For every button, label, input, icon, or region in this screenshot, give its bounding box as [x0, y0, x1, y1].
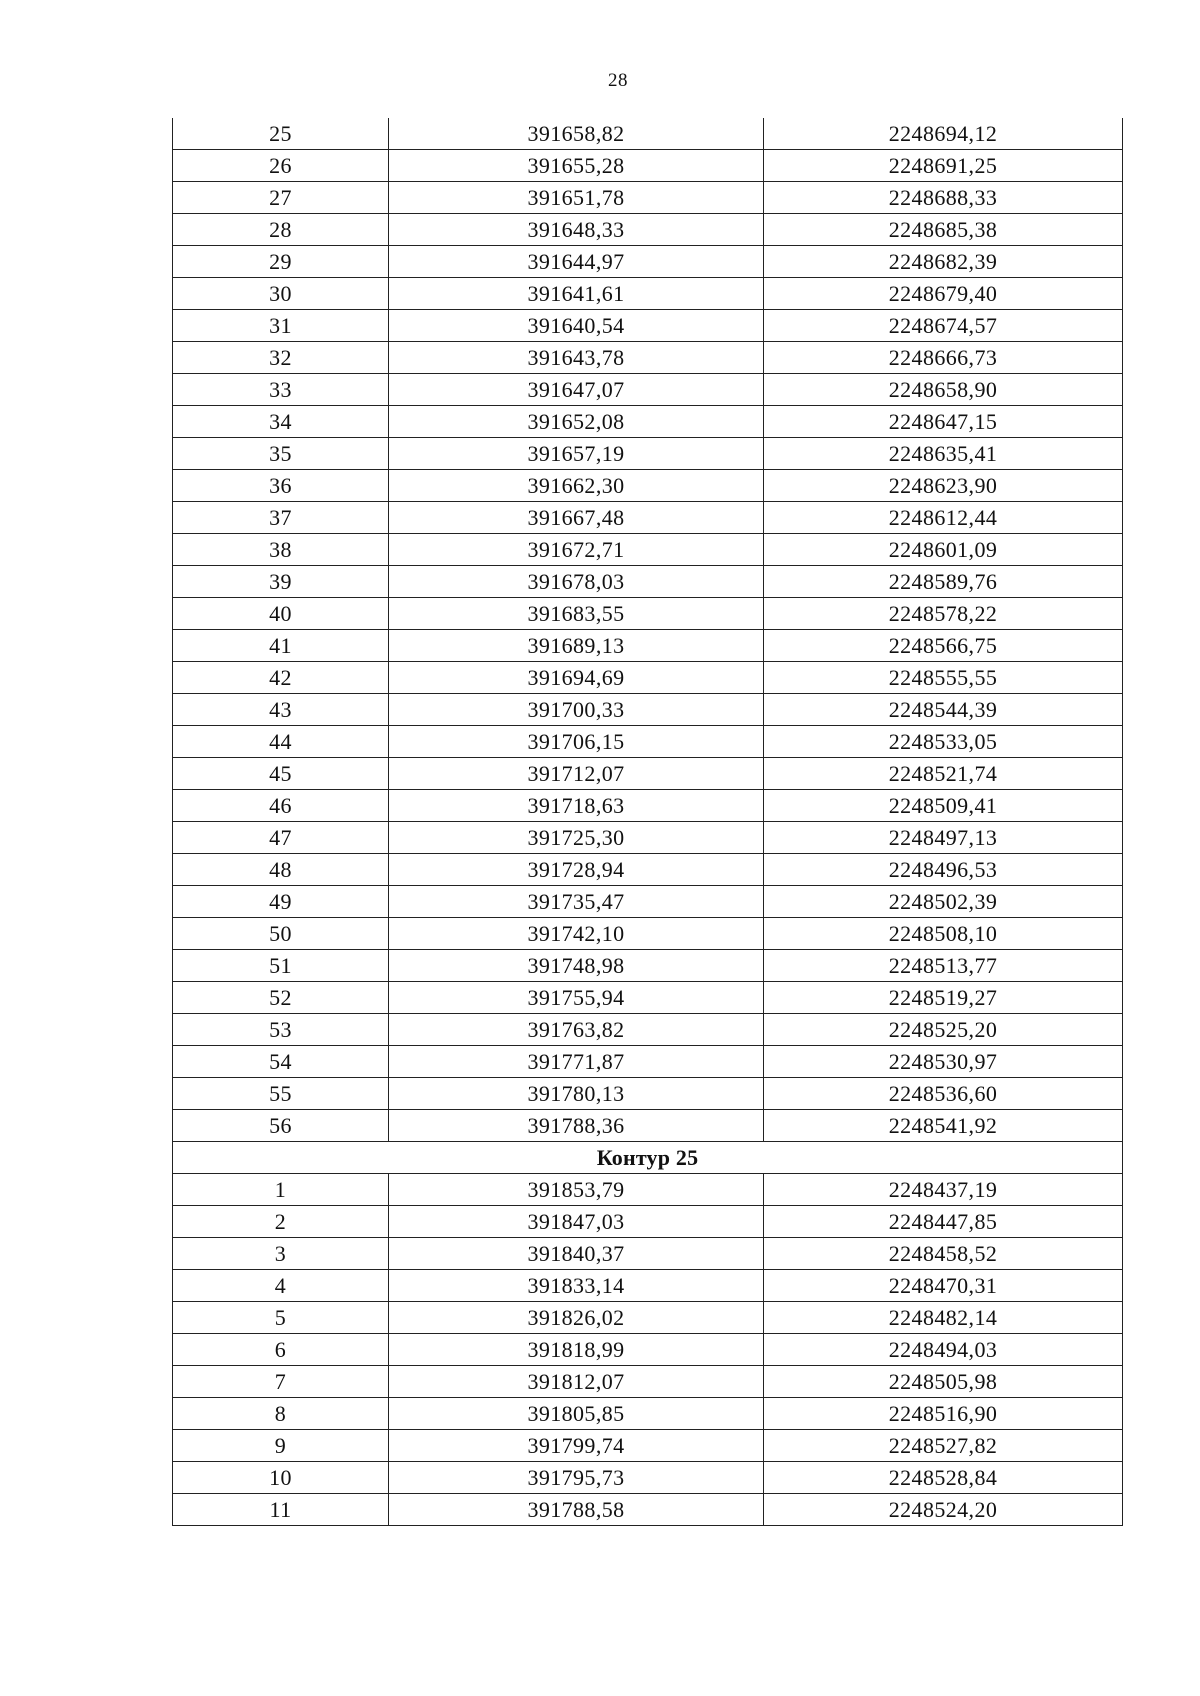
- point-number-cell: 40: [173, 598, 389, 630]
- x-coordinate-cell: 391788,58: [389, 1494, 764, 1526]
- x-coordinate-cell: 391655,28: [389, 150, 764, 182]
- table-row: [173, 1206, 1123, 1238]
- point-number-cell: 10: [173, 1462, 389, 1494]
- table-row: [173, 534, 1123, 566]
- table-row: [173, 1046, 1123, 1078]
- section-title: Контур 25: [173, 1142, 1123, 1174]
- x-coordinate-cell: 391853,79: [389, 1174, 764, 1206]
- y-coordinate-cell: 2248612,44: [764, 502, 1123, 534]
- y-coordinate-cell: 2248544,39: [764, 694, 1123, 726]
- y-coordinate-cell: 2248497,13: [764, 822, 1123, 854]
- table-row: [173, 246, 1123, 278]
- point-number-cell: 34: [173, 406, 389, 438]
- x-coordinate-cell: 391812,07: [389, 1366, 764, 1398]
- y-coordinate-cell: 2248688,33: [764, 182, 1123, 214]
- y-coordinate-cell: 2248521,74: [764, 758, 1123, 790]
- y-coordinate-cell: 2248601,09: [764, 534, 1123, 566]
- table-row: [173, 1078, 1123, 1110]
- x-coordinate-cell: 391700,33: [389, 694, 764, 726]
- table-row: [173, 758, 1123, 790]
- table-row: [173, 598, 1123, 630]
- x-coordinate-cell: 391712,07: [389, 758, 764, 790]
- x-coordinate-cell: 391678,03: [389, 566, 764, 598]
- x-coordinate-cell: 391735,47: [389, 886, 764, 918]
- y-coordinate-cell: 2248447,85: [764, 1206, 1123, 1238]
- y-coordinate-cell: 2248666,73: [764, 342, 1123, 374]
- table-row: [173, 182, 1123, 214]
- table-row: [173, 1174, 1123, 1206]
- x-coordinate-cell: 391833,14: [389, 1270, 764, 1302]
- table-row: [173, 310, 1123, 342]
- point-number-cell: 11: [173, 1494, 389, 1526]
- point-number-cell: 56: [173, 1110, 389, 1142]
- point-number-cell: 32: [173, 342, 389, 374]
- x-coordinate-cell: 391718,63: [389, 790, 764, 822]
- y-coordinate-cell: 2248682,39: [764, 246, 1123, 278]
- point-number-cell: 1: [173, 1174, 389, 1206]
- table-row: [173, 374, 1123, 406]
- y-coordinate-cell: 2248578,22: [764, 598, 1123, 630]
- point-number-cell: 53: [173, 1014, 389, 1046]
- x-coordinate-cell: 391799,74: [389, 1430, 764, 1462]
- point-number-cell: 25: [173, 118, 389, 150]
- table-row: [173, 1238, 1123, 1270]
- section-header-row: [173, 1142, 1123, 1174]
- x-coordinate-cell: 391728,94: [389, 854, 764, 886]
- table-row: [173, 630, 1123, 662]
- point-number-cell: 8: [173, 1398, 389, 1430]
- table-row: [173, 918, 1123, 950]
- table-row: [173, 1334, 1123, 1366]
- point-number-cell: 39: [173, 566, 389, 598]
- table-row: [173, 1014, 1123, 1046]
- point-number-cell: 4: [173, 1270, 389, 1302]
- point-number-cell: 36: [173, 470, 389, 502]
- x-coordinate-cell: 391657,19: [389, 438, 764, 470]
- point-number-cell: 38: [173, 534, 389, 566]
- point-number-cell: 30: [173, 278, 389, 310]
- x-coordinate-cell: 391818,99: [389, 1334, 764, 1366]
- point-number-cell: 6: [173, 1334, 389, 1366]
- y-coordinate-cell: 2248458,52: [764, 1238, 1123, 1270]
- y-coordinate-cell: 2248496,53: [764, 854, 1123, 886]
- y-coordinate-cell: 2248519,27: [764, 982, 1123, 1014]
- y-coordinate-cell: 2248502,39: [764, 886, 1123, 918]
- point-number-cell: 50: [173, 918, 389, 950]
- y-coordinate-cell: 2248589,76: [764, 566, 1123, 598]
- table-row: [173, 790, 1123, 822]
- y-coordinate-cell: 2248566,75: [764, 630, 1123, 662]
- coordinates-table: [172, 118, 1123, 1526]
- x-coordinate-cell: 391763,82: [389, 1014, 764, 1046]
- y-coordinate-cell: 2248691,25: [764, 150, 1123, 182]
- y-coordinate-cell: 2248528,84: [764, 1462, 1123, 1494]
- y-coordinate-cell: 2248658,90: [764, 374, 1123, 406]
- table-row: [173, 822, 1123, 854]
- point-number-cell: 52: [173, 982, 389, 1014]
- x-coordinate-cell: 391643,78: [389, 342, 764, 374]
- y-coordinate-cell: 2248536,60: [764, 1078, 1123, 1110]
- x-coordinate-cell: 391826,02: [389, 1302, 764, 1334]
- x-coordinate-cell: 391742,10: [389, 918, 764, 950]
- table-row: [173, 1494, 1123, 1526]
- y-coordinate-cell: 2248533,05: [764, 726, 1123, 758]
- x-coordinate-cell: 391651,78: [389, 182, 764, 214]
- y-coordinate-cell: 2248685,38: [764, 214, 1123, 246]
- x-coordinate-cell: 391725,30: [389, 822, 764, 854]
- x-coordinate-cell: 391652,08: [389, 406, 764, 438]
- point-number-cell: 26: [173, 150, 389, 182]
- table-row: [173, 566, 1123, 598]
- y-coordinate-cell: 2248541,92: [764, 1110, 1123, 1142]
- x-coordinate-cell: 391748,98: [389, 950, 764, 982]
- y-coordinate-cell: 2248525,20: [764, 1014, 1123, 1046]
- table-row: [173, 118, 1123, 150]
- table-row: [173, 1366, 1123, 1398]
- y-coordinate-cell: 2248513,77: [764, 950, 1123, 982]
- point-number-cell: 47: [173, 822, 389, 854]
- table-row: [173, 1462, 1123, 1494]
- x-coordinate-cell: 391644,97: [389, 246, 764, 278]
- point-number-cell: 28: [173, 214, 389, 246]
- point-number-cell: 2: [173, 1206, 389, 1238]
- x-coordinate-cell: 391667,48: [389, 502, 764, 534]
- point-number-cell: 44: [173, 726, 389, 758]
- x-coordinate-cell: 391658,82: [389, 118, 764, 150]
- point-number-cell: 29: [173, 246, 389, 278]
- y-coordinate-cell: 2248524,20: [764, 1494, 1123, 1526]
- y-coordinate-cell: 2248527,82: [764, 1430, 1123, 1462]
- x-coordinate-cell: 391706,15: [389, 726, 764, 758]
- y-coordinate-cell: 2248509,41: [764, 790, 1123, 822]
- y-coordinate-cell: 2248437,19: [764, 1174, 1123, 1206]
- x-coordinate-cell: 391771,87: [389, 1046, 764, 1078]
- x-coordinate-cell: 391795,73: [389, 1462, 764, 1494]
- point-number-cell: 42: [173, 662, 389, 694]
- table-row: [173, 854, 1123, 886]
- y-coordinate-cell: 2248516,90: [764, 1398, 1123, 1430]
- y-coordinate-cell: 2248635,41: [764, 438, 1123, 470]
- point-number-cell: 45: [173, 758, 389, 790]
- point-number-cell: 3: [173, 1238, 389, 1270]
- table-row: [173, 278, 1123, 310]
- x-coordinate-cell: 391647,07: [389, 374, 764, 406]
- point-number-cell: 51: [173, 950, 389, 982]
- point-number-cell: 46: [173, 790, 389, 822]
- table-row: [173, 470, 1123, 502]
- table-row: [173, 982, 1123, 1014]
- y-coordinate-cell: 2248494,03: [764, 1334, 1123, 1366]
- x-coordinate-cell: 391672,71: [389, 534, 764, 566]
- table-row: [173, 726, 1123, 758]
- y-coordinate-cell: 2248470,31: [764, 1270, 1123, 1302]
- table-row: [173, 1302, 1123, 1334]
- table-row: [173, 438, 1123, 470]
- point-number-cell: 37: [173, 502, 389, 534]
- y-coordinate-cell: 2248530,97: [764, 1046, 1123, 1078]
- x-coordinate-cell: 391640,54: [389, 310, 764, 342]
- y-coordinate-cell: 2248555,55: [764, 662, 1123, 694]
- point-number-cell: 48: [173, 854, 389, 886]
- x-coordinate-cell: 391847,03: [389, 1206, 764, 1238]
- point-number-cell: 7: [173, 1366, 389, 1398]
- table-row: [173, 214, 1123, 246]
- y-coordinate-cell: 2248674,57: [764, 310, 1123, 342]
- point-number-cell: 41: [173, 630, 389, 662]
- y-coordinate-cell: 2248647,15: [764, 406, 1123, 438]
- x-coordinate-cell: 391840,37: [389, 1238, 764, 1270]
- y-coordinate-cell: 2248505,98: [764, 1366, 1123, 1398]
- table-row: [173, 1398, 1123, 1430]
- point-number-cell: 35: [173, 438, 389, 470]
- table-row: [173, 694, 1123, 726]
- point-number-cell: 33: [173, 374, 389, 406]
- x-coordinate-cell: 391755,94: [389, 982, 764, 1014]
- point-number-cell: 9: [173, 1430, 389, 1462]
- x-coordinate-cell: 391641,61: [389, 278, 764, 310]
- point-number-cell: 55: [173, 1078, 389, 1110]
- x-coordinate-cell: 391689,13: [389, 630, 764, 662]
- x-coordinate-cell: 391662,30: [389, 470, 764, 502]
- table-row: [173, 150, 1123, 182]
- point-number-cell: 43: [173, 694, 389, 726]
- table-row: [173, 342, 1123, 374]
- point-number-cell: 27: [173, 182, 389, 214]
- y-coordinate-cell: 2248679,40: [764, 278, 1123, 310]
- x-coordinate-cell: 391788,36: [389, 1110, 764, 1142]
- table-row: [173, 1270, 1123, 1302]
- table-row: [173, 886, 1123, 918]
- table-row: [173, 662, 1123, 694]
- y-coordinate-cell: 2248694,12: [764, 118, 1123, 150]
- x-coordinate-cell: 391683,55: [389, 598, 764, 630]
- table-row: [173, 1110, 1123, 1142]
- table-row: [173, 1430, 1123, 1462]
- x-coordinate-cell: 391805,85: [389, 1398, 764, 1430]
- page-number: 28: [608, 70, 628, 91]
- y-coordinate-cell: 2248508,10: [764, 918, 1123, 950]
- point-number-cell: 5: [173, 1302, 389, 1334]
- x-coordinate-cell: 391694,69: [389, 662, 764, 694]
- y-coordinate-cell: 2248623,90: [764, 470, 1123, 502]
- table-row: [173, 406, 1123, 438]
- point-number-cell: 54: [173, 1046, 389, 1078]
- x-coordinate-cell: 391780,13: [389, 1078, 764, 1110]
- coordinates-table-body: [173, 118, 1123, 1526]
- point-number-cell: 31: [173, 310, 389, 342]
- table-row: [173, 950, 1123, 982]
- table-row: [173, 502, 1123, 534]
- point-number-cell: 49: [173, 886, 389, 918]
- y-coordinate-cell: 2248482,14: [764, 1302, 1123, 1334]
- x-coordinate-cell: 391648,33: [389, 214, 764, 246]
